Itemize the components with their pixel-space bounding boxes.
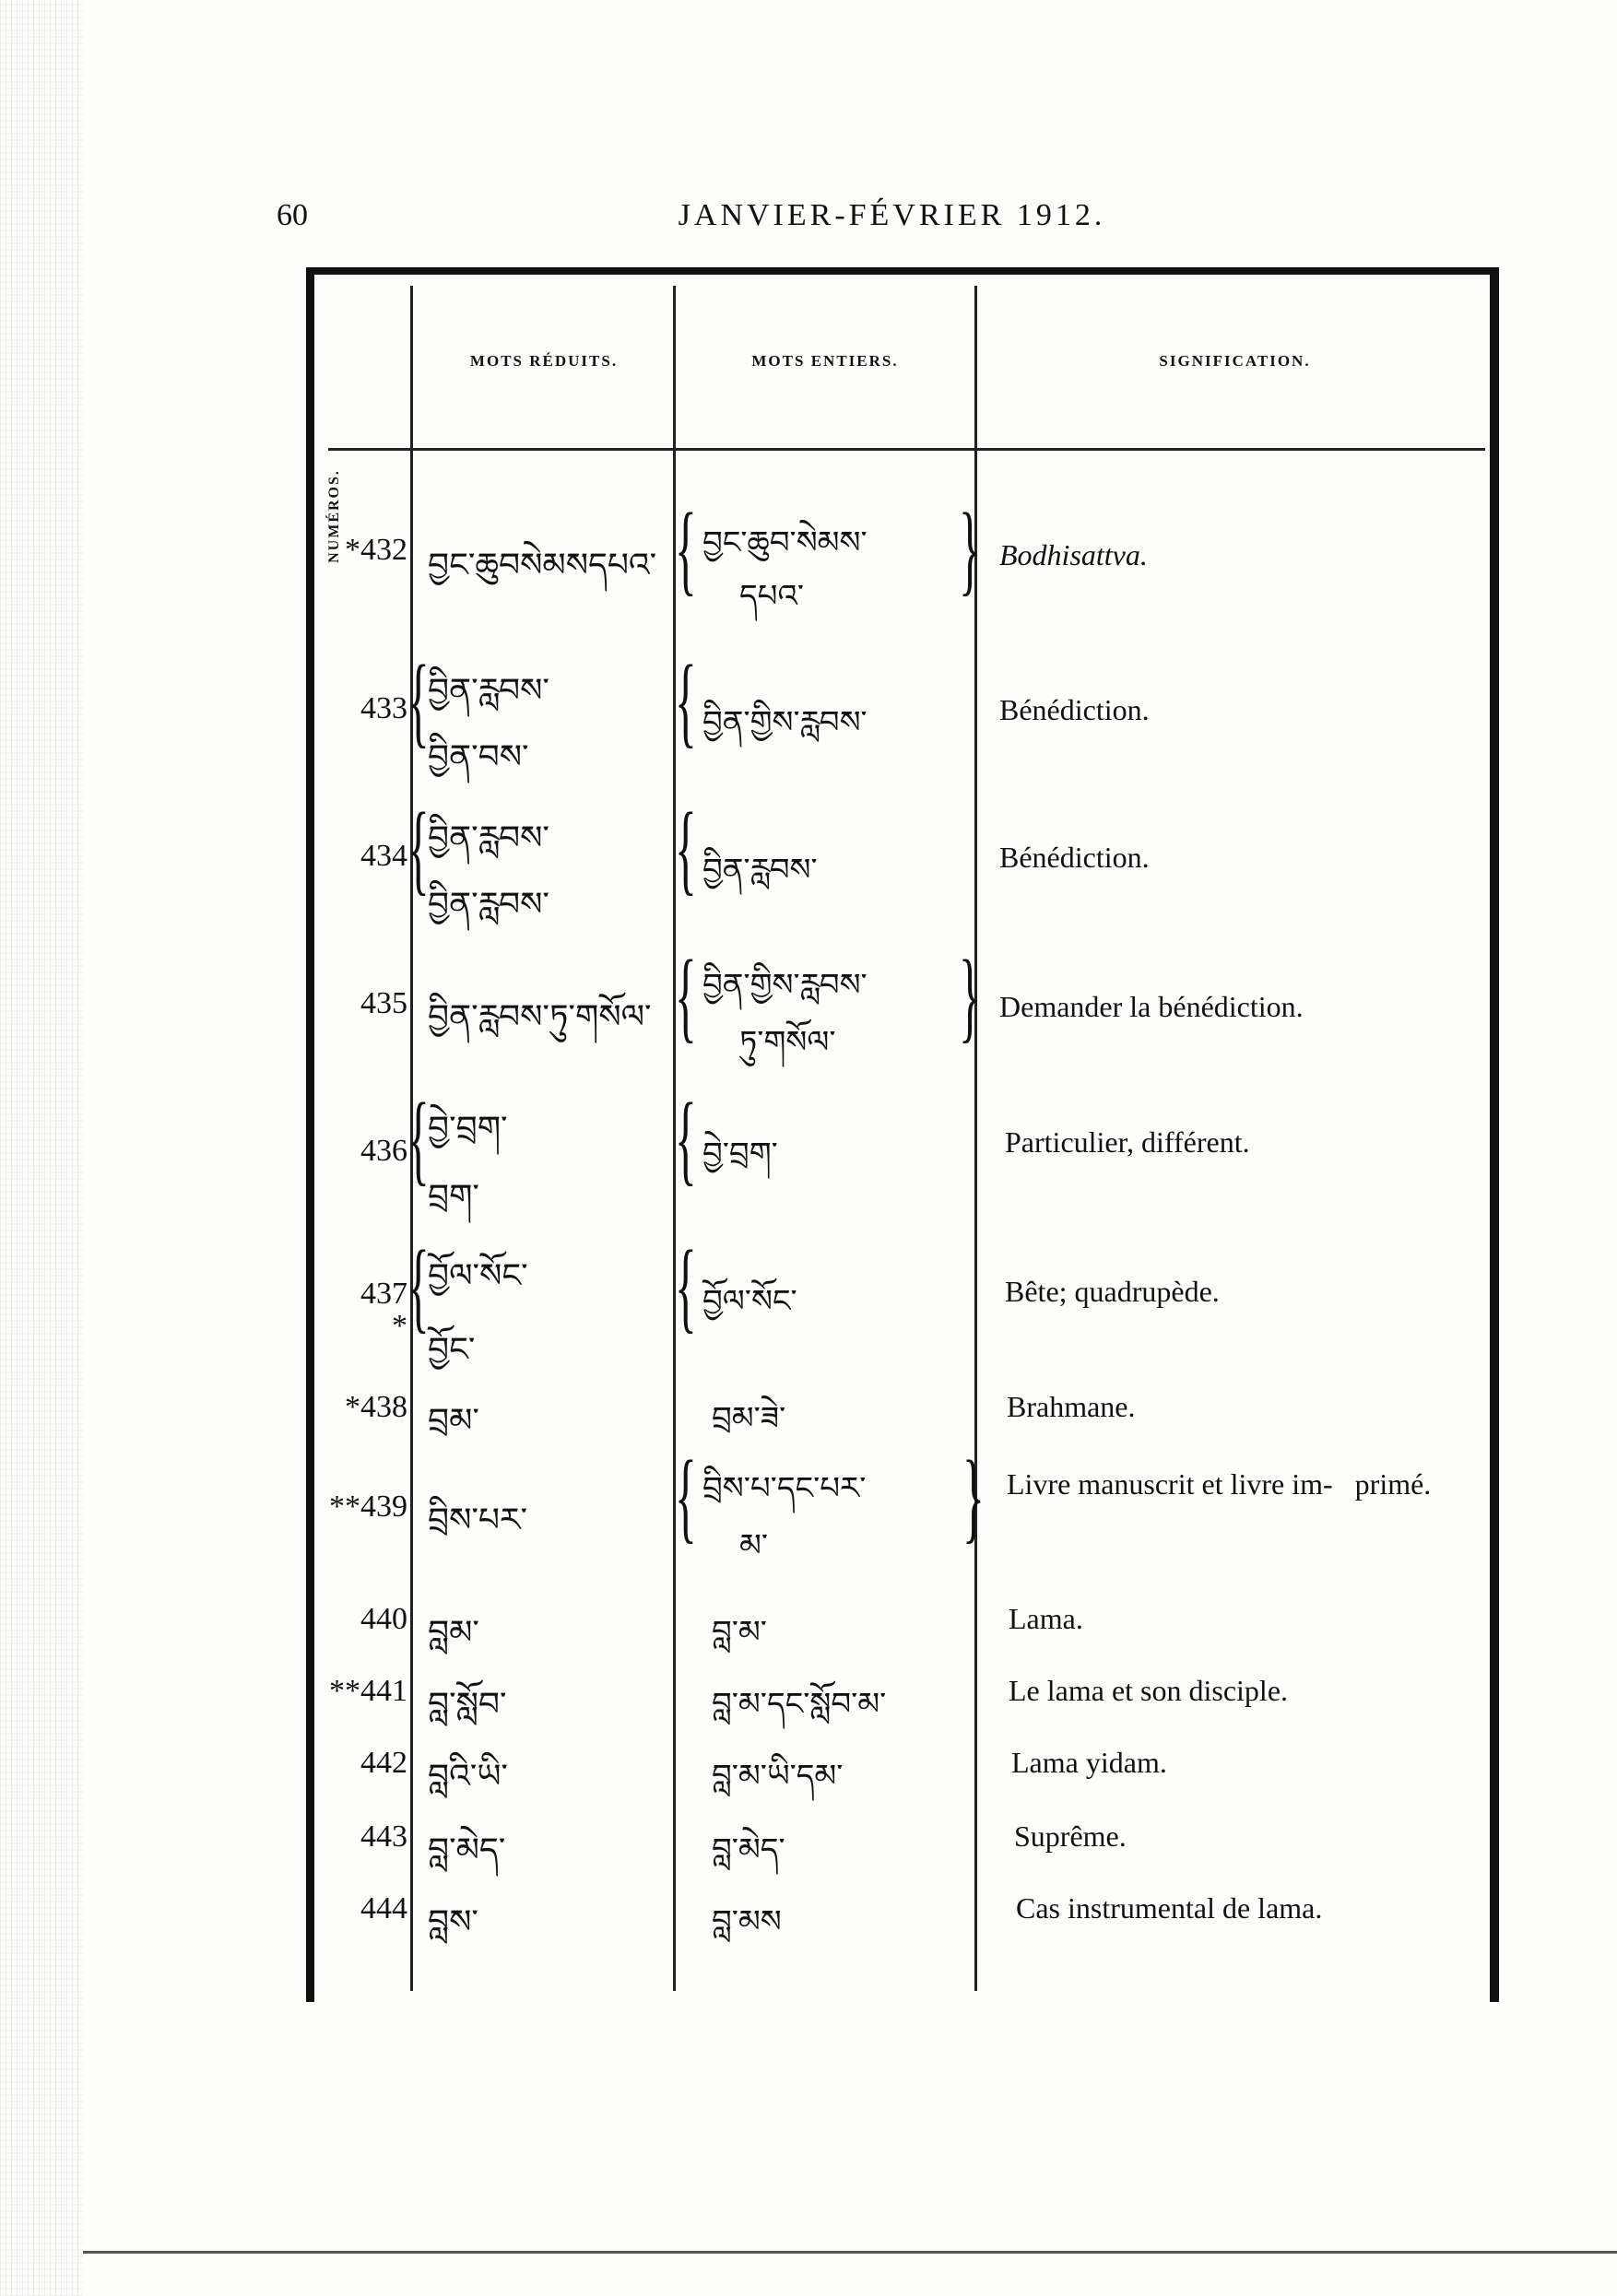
col-head-mots-entiers: MOTS ENTIERS.: [751, 352, 899, 370]
full-word: བྱང་ཆུབ་སེམས་: [702, 524, 868, 561]
right-brace: }: [962, 1440, 985, 1552]
left-brace: {: [675, 939, 697, 1052]
meaning: Bodhisattva.: [999, 538, 1148, 571]
journal-title: JANVIER-FÉVRIER 1912.: [678, 198, 1106, 232]
abbreviated-word: བྱེ་བྲག་: [428, 1110, 508, 1148]
entry-number: *438: [345, 1390, 407, 1424]
col-head-signification: SIGNIFICATION.: [1159, 352, 1311, 370]
left-brace: {: [675, 644, 697, 757]
meaning: Suprême.: [1014, 1819, 1127, 1853]
abbreviated-word: བྱིན་རླབས་: [428, 886, 549, 924]
meaning: Le lama et son disciple.: [1009, 1674, 1289, 1707]
meaning: Brahmane.: [1007, 1390, 1136, 1423]
full-word: ཏུ་གསོལ་: [739, 1024, 836, 1061]
left-brace: {: [675, 492, 697, 605]
table-top-border: [306, 267, 1499, 275]
table-left-border: [306, 267, 314, 2002]
abbreviated-word: བྱིན་བས་: [428, 738, 529, 776]
scan-gutter: [0, 0, 83, 2296]
left-brace: {: [675, 1230, 697, 1342]
abbreviated-word: བྲག་: [428, 1178, 479, 1216]
abbreviated-word: བྲིས་པར་: [428, 1501, 528, 1539]
full-word: བྲམ་ཟེ་: [712, 1400, 786, 1437]
running-head: [277, 198, 1507, 244]
entry-number: 437: [360, 1277, 407, 1311]
left-brace: {: [675, 792, 697, 904]
entry-number: 443: [360, 1819, 407, 1854]
meaning: Bénédiction.: [999, 693, 1150, 726]
meaning: Bénédiction.: [999, 841, 1150, 874]
col-head-mots-reduits: MOTS RÉDUITS.: [469, 352, 619, 370]
full-word: བྱེ་བྲག་: [702, 1136, 778, 1172]
right-brace: }: [959, 492, 981, 605]
abbreviated-word: བླའི་ཡི་: [428, 1758, 508, 1796]
full-word: བླ་མེད་: [712, 1831, 785, 1868]
entry-number: **439: [329, 1489, 407, 1524]
meaning: Cas instrumental de lama.: [1016, 1891, 1323, 1925]
meaning: Lama.: [1009, 1602, 1083, 1635]
full-word: བྱིན་རླབས་: [702, 852, 818, 889]
abbreviated-word: བྱོལ་སོང་: [428, 1257, 528, 1295]
meaning: Livre manuscrit et livre im- primé.: [1007, 1467, 1432, 1501]
full-word: བླ་མས: [712, 1903, 782, 1940]
page-bottom-rule: [83, 2251, 1617, 2254]
left-brace: {: [407, 792, 430, 904]
left-brace: {: [407, 1082, 430, 1195]
abbreviated-word: བྱོང་: [428, 1331, 476, 1369]
left-brace: {: [407, 1230, 430, 1342]
abbreviated-word: བླམ་: [428, 1614, 479, 1652]
abbreviated-word: བྱང་ཆུབསེམསདཔའ་: [428, 547, 657, 584]
entry-number: 442: [360, 1746, 407, 1780]
table-right-border: [1490, 267, 1499, 2002]
abbreviated-word: བྱིན་རླབས་: [428, 672, 549, 710]
page-number: 60: [277, 198, 308, 232]
meaning: Bête; quadrupède.: [1005, 1275, 1220, 1308]
entry-number: 433: [360, 691, 407, 725]
abbreviated-word: བྱིན་རླབས་: [428, 819, 549, 857]
entry-number: *432: [345, 533, 407, 567]
left-brace: {: [675, 1082, 697, 1195]
entry-number: **441: [329, 1674, 407, 1708]
full-word: མ་: [739, 1527, 769, 1564]
abbreviated-word: བླ་སློབ་: [428, 1686, 507, 1724]
right-brace: }: [959, 939, 981, 1052]
abbreviated-word: བླས་: [428, 1903, 478, 1941]
full-word: བྱོལ་སོང་: [702, 1283, 797, 1320]
full-word: དཔའ་: [739, 578, 805, 615]
col-head-numeros: NUMÉROS.: [326, 469, 342, 563]
entry-number: 444: [360, 1891, 407, 1925]
entry-number: 435: [360, 986, 407, 1020]
abbreviated-word: བྱིན་རླབས་ཏུ་གསོལ་: [428, 998, 652, 1036]
full-word: བྱིན་གྱིས་རླབས་: [702, 967, 868, 1004]
entry-number: 440: [360, 1602, 407, 1636]
left-brace: {: [407, 644, 430, 757]
header-underline: [328, 448, 1485, 451]
full-word: བྲིས་པ་དང་པར་: [702, 1470, 867, 1507]
full-word: བྱིན་གྱིས་རླབས་: [702, 704, 868, 741]
meaning: Lama yidam.: [1011, 1746, 1167, 1779]
meaning: Particulier, différent.: [1005, 1125, 1250, 1159]
meaning: Demander la bénédiction.: [999, 990, 1304, 1023]
abbreviated-word: བྲམ་: [428, 1402, 479, 1440]
full-word: བླ་མ་ཡི་དམ་: [712, 1758, 844, 1795]
entry-number: 434: [360, 839, 407, 873]
glossary-table: [306, 267, 1499, 2002]
full-word: བླ་མ་དང་སློབ་མ་: [712, 1686, 887, 1723]
left-brace: {: [675, 1440, 697, 1552]
entry-number-mark: *: [392, 1309, 407, 1343]
entry-number: 436: [360, 1134, 407, 1168]
abbreviated-word: བླ་མེད་: [428, 1831, 506, 1869]
full-word: བླ་མ་: [712, 1614, 767, 1651]
